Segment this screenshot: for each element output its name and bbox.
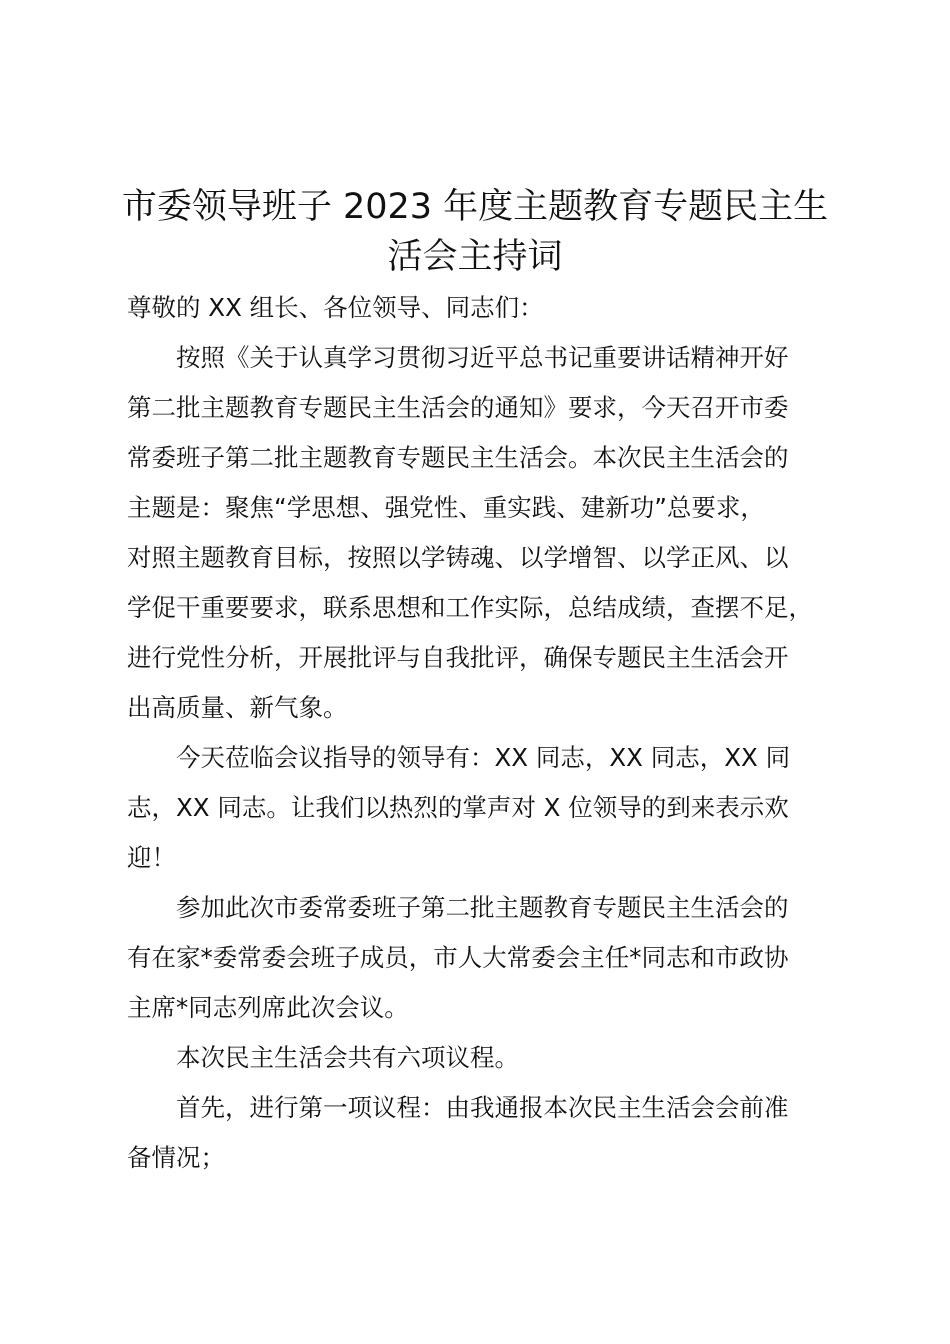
paragraph-3 [127, 883, 837, 1033]
paragraph-line: 参加此次市委常委班子第二批主题教育专题民主生活会的 [176, 893, 789, 922]
paragraph-line: 学促干重要要求，联系思想和工作实际，总结成绩，查摆不足， [127, 593, 813, 622]
paragraph-line: 备情况； [127, 1143, 225, 1172]
paragraph-line: 迎！ [127, 843, 176, 872]
paragraph-line: 常委班子第二批主题教育专题民主生活会。本次民主生活会的 [127, 443, 789, 472]
paragraph-line: 出高质量、新气象。 [127, 693, 348, 722]
salutation: 尊敬的 XX 组长、各位领导、同志们： [127, 293, 544, 322]
title-line-2: 活会主持词 [387, 237, 563, 277]
paragraph-4 [127, 1033, 837, 1083]
paragraph-2 [127, 733, 837, 883]
document-title [110, 182, 840, 282]
paragraph-line: 本次民主生活会共有六项议程。 [176, 1043, 519, 1072]
document-body [127, 283, 837, 1183]
paragraph-line: 有在家*委常委会班子成员，市人大常委会主任*同志和市政协 [127, 943, 789, 972]
paragraph-line: 志，XX 同志。让我们以热烈的掌声对 X 位领导的到来表示欢 [127, 793, 789, 822]
paragraph-line: 主题是：聚焦“学思想、强党性、重实践、建新功”总要求， [127, 493, 765, 522]
paragraph-5 [127, 1083, 837, 1183]
paragraph-line: 按照《关于认真学习贯彻习近平总书记重要讲话精神开好 [176, 343, 789, 372]
paragraph-line: 主席*同志列席此次会议。 [127, 993, 409, 1022]
paragraph-line: 今天莅临会议指导的领导有：XX 同志，XX 同志，XX 同 [176, 743, 791, 772]
paragraph-1 [127, 333, 837, 733]
paragraph-line: 对照主题教育目标，按照以学铸魂、以学增智、以学正风、以 [127, 543, 789, 572]
paragraph-line: 第二批主题教育专题民主生活会的通知》要求，今天召开市委 [127, 393, 789, 422]
title-line-1: 市委领导班子 2023 年度主题教育专题民主生 [121, 187, 829, 227]
paragraph-line: 进行党性分析，开展批评与自我批评，确保专题民主生活会开 [127, 643, 789, 672]
paragraph-line: 首先，进行第一项议程：由我通报本次民主生活会会前准 [176, 1093, 789, 1122]
